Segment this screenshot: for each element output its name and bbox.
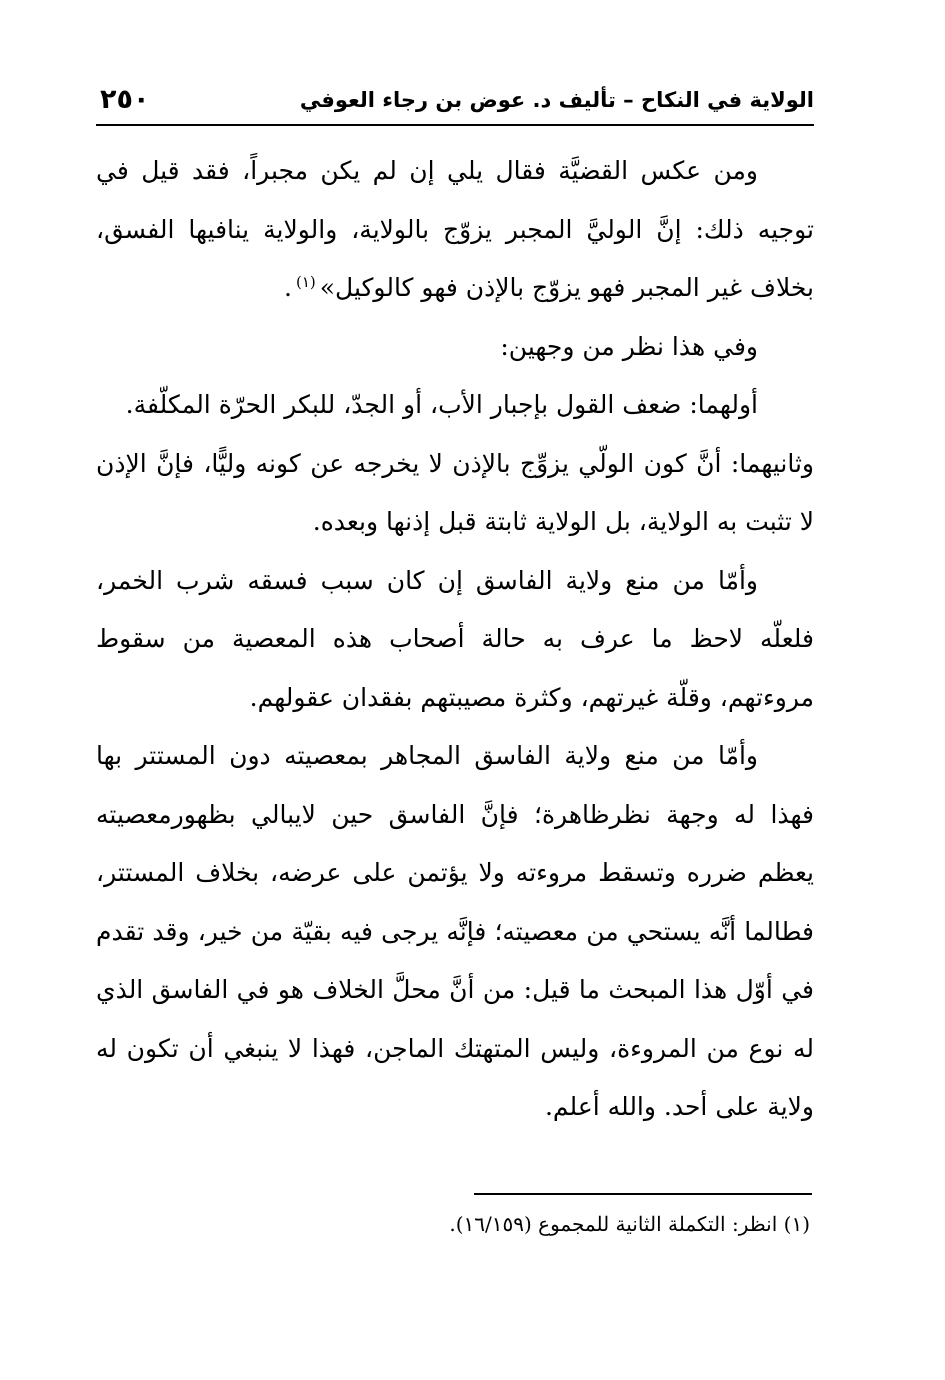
paragraph-2: وفي هذا نظر من وجهين: [500,331,758,361]
paragraph-6: وأمّا من منع ولاية الفاسق المجاهر بمعصيته دون المستتر بها فهذا له وجهة نظرظاهرة؛ فإنَّ الفاسق حين لايبالي بظهورمعصيته يعظم ضرره وتسقط مروءته ولا يؤتمن على عرضه، بخلاف المستتر، فطالما أنَّه يستحي من معصيته؛ فإنَّه يرجى فيه بقيّة من خير، وقد تقدم في أوّل هذا المبحث ما قيل: من أنَّ محلَّ الخلاف هو في الفاسق الذي له نوع من المروءة، وليس المتهتك الماجن، فهذا لا ينبغي أن تكون له ولاية على أحد. والله أعلم. [96,741,814,1121]
paragraph-3: أولهما: ضعف القول بإجبار الأب، أو الجدّ، للبكر الحرّة المكلّفة. [125,390,758,419]
footnote-reference: (١) [295,272,316,291]
footnote: (١) انظر: التكملة الثانية للمجموع (١٦/١٥٩). [449,1212,810,1236]
header-title: الولاية في النكاح – تأليف د. عوض بن رجاء العوفي [299,88,814,112]
footnote-divider [474,1193,812,1195]
page-number: ٢٥٠ [100,84,150,115]
paragraph-4: وثانيهما: أنَّ كون الولّي يزوِّج بالإذن لا يخرجه عن كونه وليًّا، فإنَّ الإذن لا تثبت به الولاية، بل الولاية ثابتة قبل إذنها وبعده. [96,448,814,536]
paragraph-5: وأمّا من منع ولاية الفاسق إن كان سبب فسقه شرب الخمر، فلعلّه لاحظ ما عرف به حالة أصحاب هذه المعصية من سقوط مروءتهم، وقلّة غيرتهم، وكثرة مصيبتهم بفقدان عقولهم. [96,565,814,712]
paragraph-1 [96,142,814,318]
main-text [96,142,814,1137]
paragraph-1-end: . [284,273,292,302]
paragraph-1-text: ومن عكس القضيَّة فقال يلي إن لم يكن مجبراً، فقد قيل في توجيه ذلك: إنَّ الوليَّ المجبر يزوّج بالولاية، والولاية ينافيها الفسق، بخلاف غير المجبر فهو يزوّج بالإذن فهو كالوكيل» [96,156,814,302]
running-header [96,84,814,126]
